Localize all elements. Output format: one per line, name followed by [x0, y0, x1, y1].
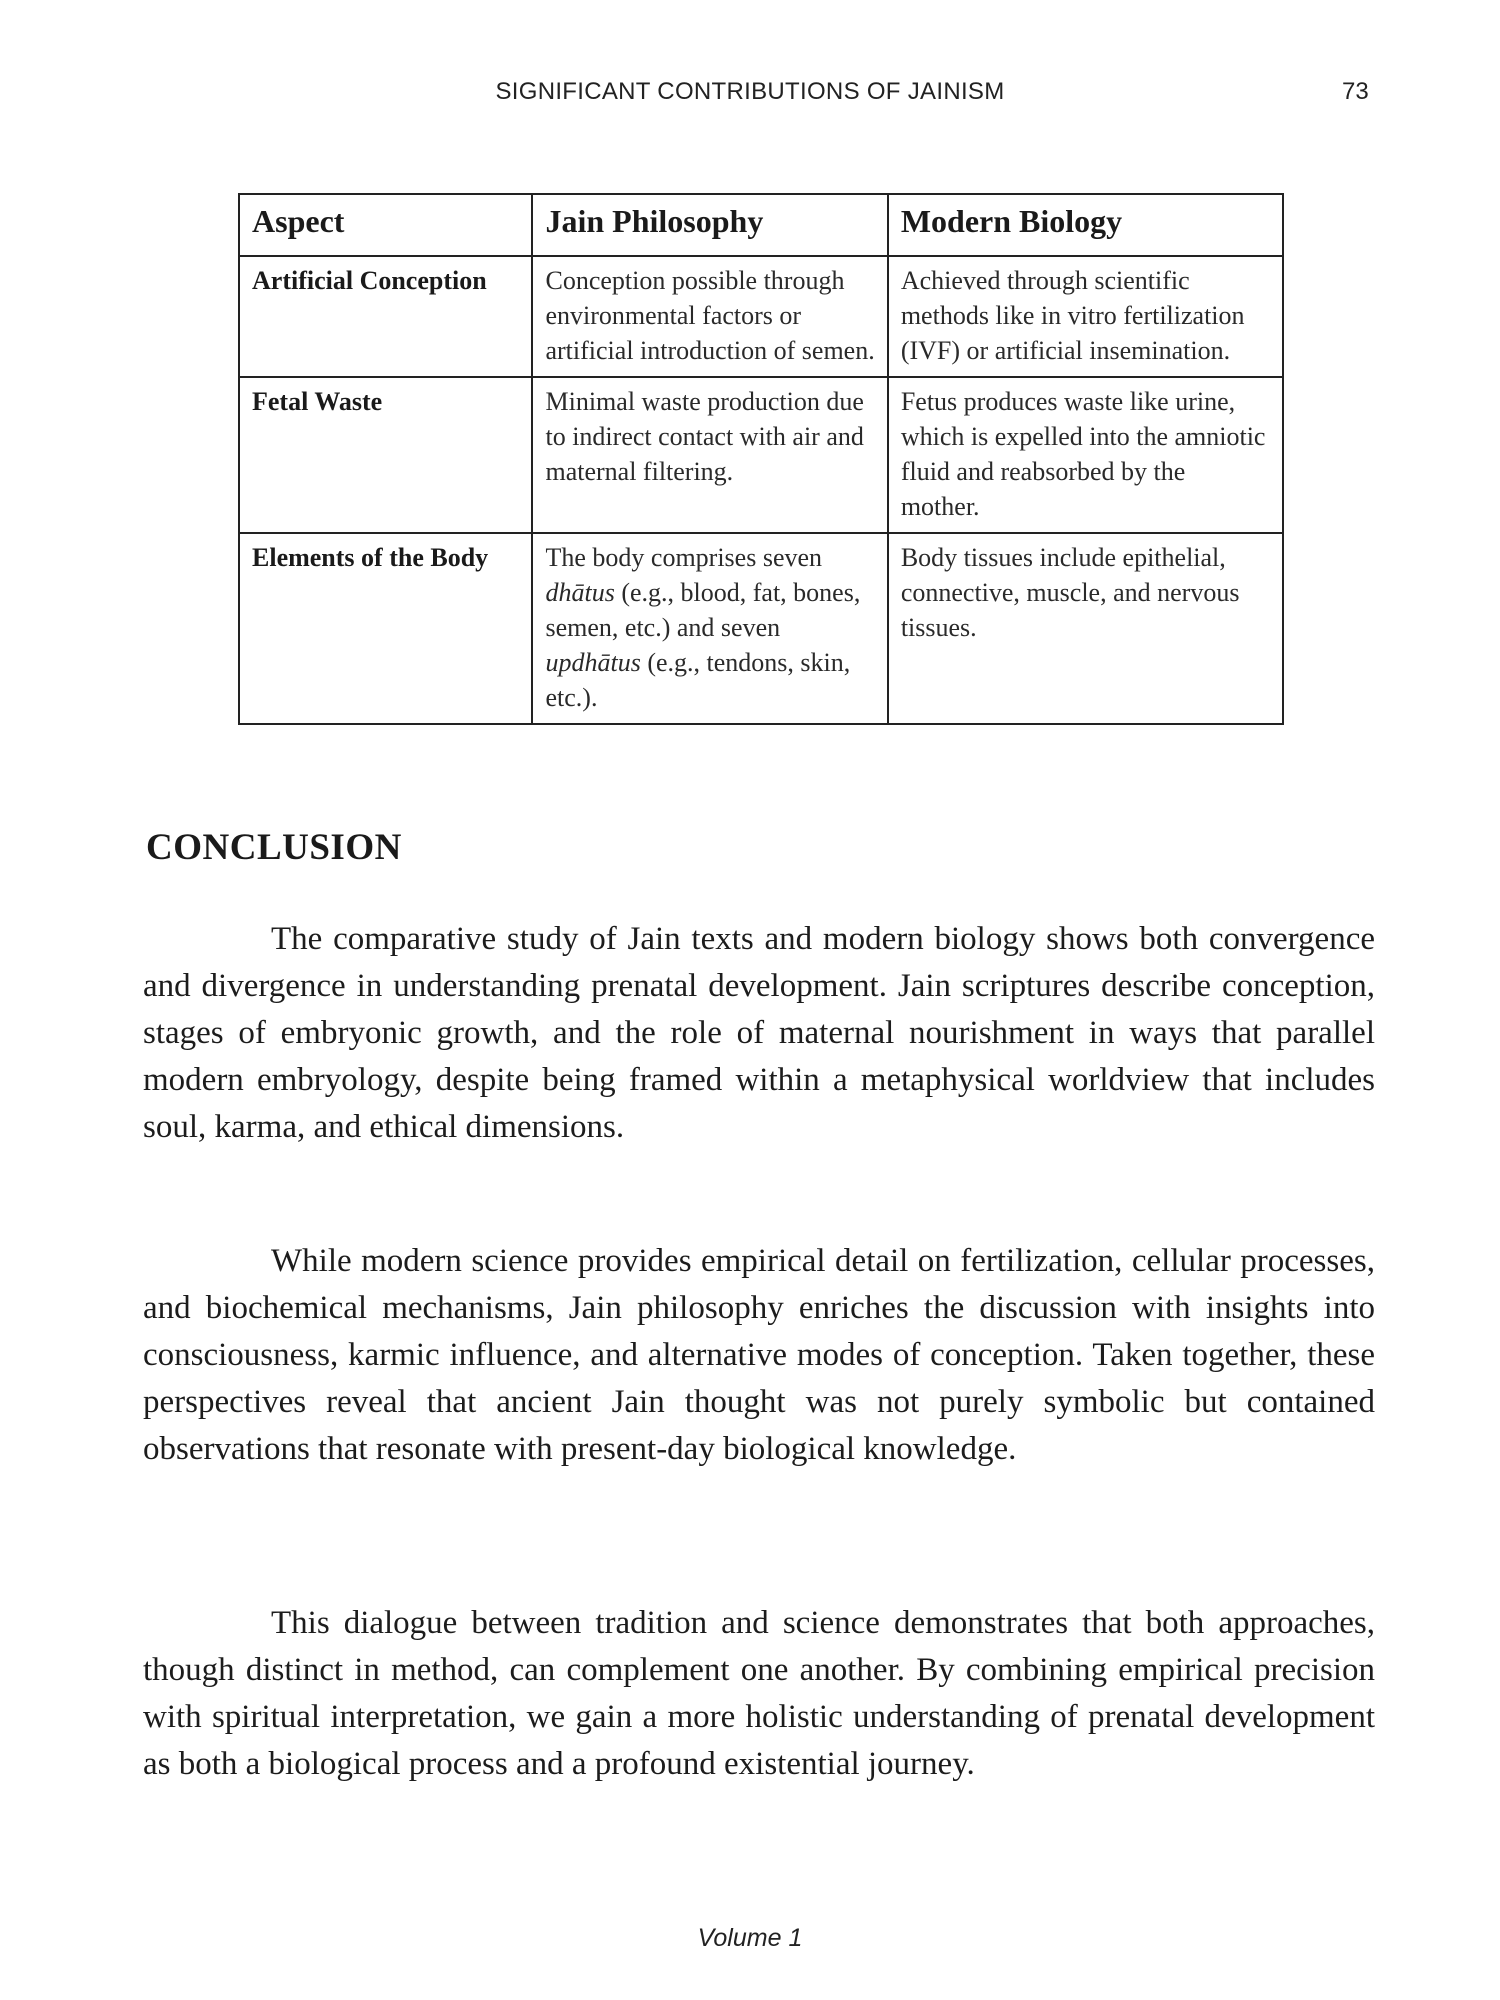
body-paragraph: This dialogue between tradition and science demonstrates that both approaches, though distinct in method, can complement one another. By combining empirical precision with spiritual interpretation, we gain a more holistic understanding of prenatal development as both a biological process and a profound existential journey.: [143, 1605, 1375, 1782]
modern-biology-cell: Achieved through scientific methods like in vitro fertilization (IVF) or artificial insemination.: [888, 256, 1283, 377]
column-header-aspect: Aspect: [239, 194, 532, 256]
modern-biology-cell: Fetus produces waste like urine, which is expelled into the amniotic fluid and reabsorbed by the mother.: [888, 377, 1283, 533]
section-heading: CONCLUSION: [146, 827, 402, 868]
page-number: 73: [1342, 78, 1369, 105]
column-header-jain-philosophy: Jain Philosophy: [532, 194, 887, 256]
aspect-cell: Fetal Waste: [239, 377, 532, 533]
cell-text: (e.g., tendons, skin, etc.).: [545, 648, 851, 712]
table-row: [239, 533, 1283, 724]
jain-philosophy-cell: Conception possible through environmental factors or artificial introduction of semen.: [532, 256, 887, 377]
cell-text: The body comprises seven: [545, 543, 823, 572]
body-paragraph: While modern science provides empirical detail on fertilization, cellular processes, and biochemical mechanisms, Jain philosophy enriches the discussion with insights into consciousness, karmic influence, and alternative modes of conception. Taken together, these perspectives reveal that ancient Jain thought was not purely symbolic but contained observations that resonate with present-day biological knowledge.: [143, 1243, 1375, 1467]
running-title: SIGNIFICANT CONTRIBUTIONS OF JAINISM: [495, 78, 1005, 105]
jain-philosophy-cell: Minimal waste production due to indirect contact with air and maternal filtering.: [532, 377, 887, 533]
column-header-modern-biology: Modern Biology: [888, 194, 1283, 256]
comparison-table: [238, 193, 1284, 725]
cell-text: (e.g., blood, fat, bones, semen, etc.) and seven: [545, 578, 861, 642]
term-dhatus: dhātus: [545, 578, 615, 607]
table-row: [239, 256, 1283, 377]
table-row: [239, 377, 1283, 533]
term-updhatus: updhātus: [545, 648, 641, 677]
body-paragraph: The comparative study of Jain texts and modern biology shows both convergence and divergence in understanding prenatal development. Jain scriptures describe conception, stages of embryonic growth, and the role of maternal nourishment in ways that parallel modern embryology, despite being framed within a metaphysical worldview that includes soul, karma, and ethical dimensions.: [143, 921, 1375, 1145]
aspect-cell: Artificial Conception: [239, 256, 532, 377]
volume-footer: Volume 1: [697, 1924, 803, 1952]
aspect-cell: Elements of the Body: [239, 533, 532, 724]
jain-philosophy-cell: [532, 533, 887, 724]
modern-biology-cell: Body tissues include epithelial, connective, muscle, and nervous tissues.: [888, 533, 1283, 724]
table-header-row: [239, 194, 1283, 256]
